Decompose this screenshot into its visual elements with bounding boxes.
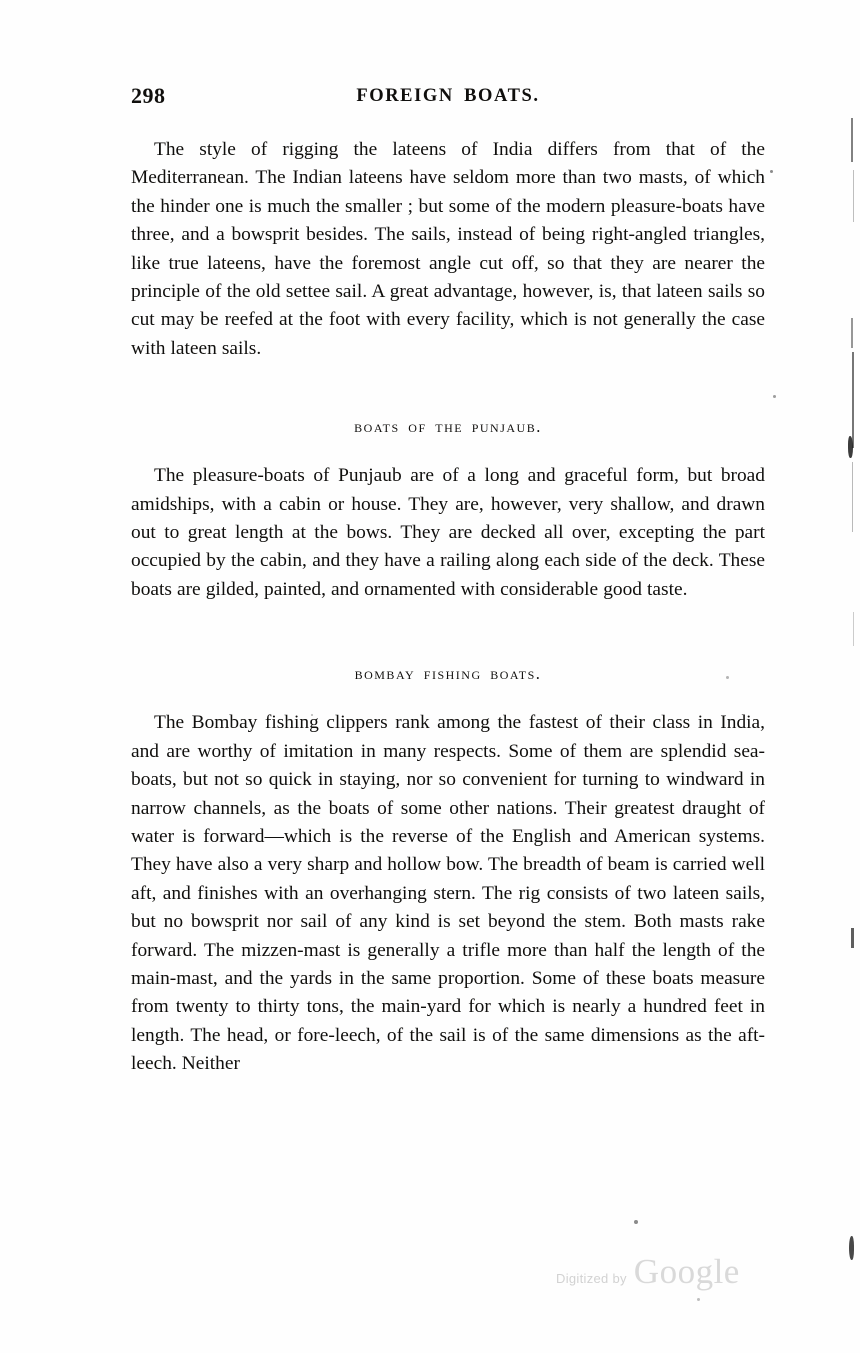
scan-artifact-ink-blot <box>848 436 853 458</box>
scan-artifact-speck <box>770 170 773 173</box>
scan-artifact-speck <box>773 395 776 398</box>
scan-artifact-gutter-mark <box>852 352 854 448</box>
digitized-by-google-watermark <box>556 1252 740 1296</box>
body-text-block <box>131 136 765 1079</box>
page-number: 298 <box>131 83 166 108</box>
spacer <box>131 363 765 416</box>
scan-artifact-speck <box>311 714 313 716</box>
running-head <box>131 83 765 109</box>
paragraph-lateens-of-india: The style of rigging the lateens of India differs from that of the Mediterranean. The Indian lateens have seldom more than two masts, of which the hinder one is much the smaller ; but some of the modern pleasure-boats have three, and a bowsprit besides. The sails, instead of being right-angled triangles, like true lateens, have the foremost angle cut off, so that they are nearer the principle of the old settee sail. A great advantage, however, is, that lateen sails so cut may be reefed at the foot with every facility, which is not generally the case with lateen sails. <box>131 139 765 359</box>
scan-artifact-gutter-mark <box>851 318 853 348</box>
paragraph-bombay-fishing-clippers: The Bombay fishing clippers rank among the fastest of their class in India, and are worthy of imitation in many respects. Some of them are splendid sea-boats, but not so quick in staying, nor so convenient for turning to windward in narrow channels, as the boats of some other nations. Their greatest draught of water is forward—which is the reverse of the English and American systems. They have also a very sharp and hollow bow. The breadth of beam is carried well aft, and finishes with an overhanging stern. The rig consists of two lateen sails, but no bowsprit nor sail of any kind is set beyond the stem. Both masts rake forward. The mizzen-mast is generally a trifle more than half the length of the main-mast, and the yards in the same proportion. Some of these boats measure from twenty to thirty tons, the main-yard for which is nearly a hundred feet in length. The head, or fore-leech, of the sail is of the same dimensions as the aft-leech. Neither <box>131 712 765 1075</box>
scan-artifact-gutter-mark <box>851 118 853 162</box>
running-head-title: FOREIGN BOATS. <box>356 86 540 106</box>
paragraph-punjaub-pleasure-boats: The pleasure-boats of Punjaub are of a long and graceful form, but broad amidships, with a cabin or house. They are, however, very shallow, and drawn out to great length at the bows. They are decked all over, excepting the part occupied by the cabin, and they have a railing along each side of the deck. These boats are gilded, painted, and ornamented with considerable good taste. <box>131 465 765 600</box>
section-heading-bombay-fishing-boats: bombay fishing boats. <box>354 664 542 684</box>
scan-artifact-gutter-mark <box>851 928 854 948</box>
scan-artifact-ink-blot <box>849 1236 854 1260</box>
scan-artifact-gutter-mark <box>853 170 854 222</box>
scan-artifact-speck <box>634 1220 638 1224</box>
scan-artifact-gutter-mark <box>852 462 853 532</box>
scan-artifact-speck <box>726 676 729 679</box>
watermark-prefix-text: Digitized by <box>556 1271 627 1286</box>
spacer <box>131 604 765 663</box>
spacer <box>131 685 765 709</box>
spacer <box>131 438 765 462</box>
scan-artifact-gutter-mark <box>853 612 854 646</box>
section-heading-boats-of-the-punjaub: boats of the punjaub. <box>354 417 542 437</box>
google-wordmark: Google <box>633 1252 740 1291</box>
scan-artifact-speck <box>697 1298 700 1301</box>
